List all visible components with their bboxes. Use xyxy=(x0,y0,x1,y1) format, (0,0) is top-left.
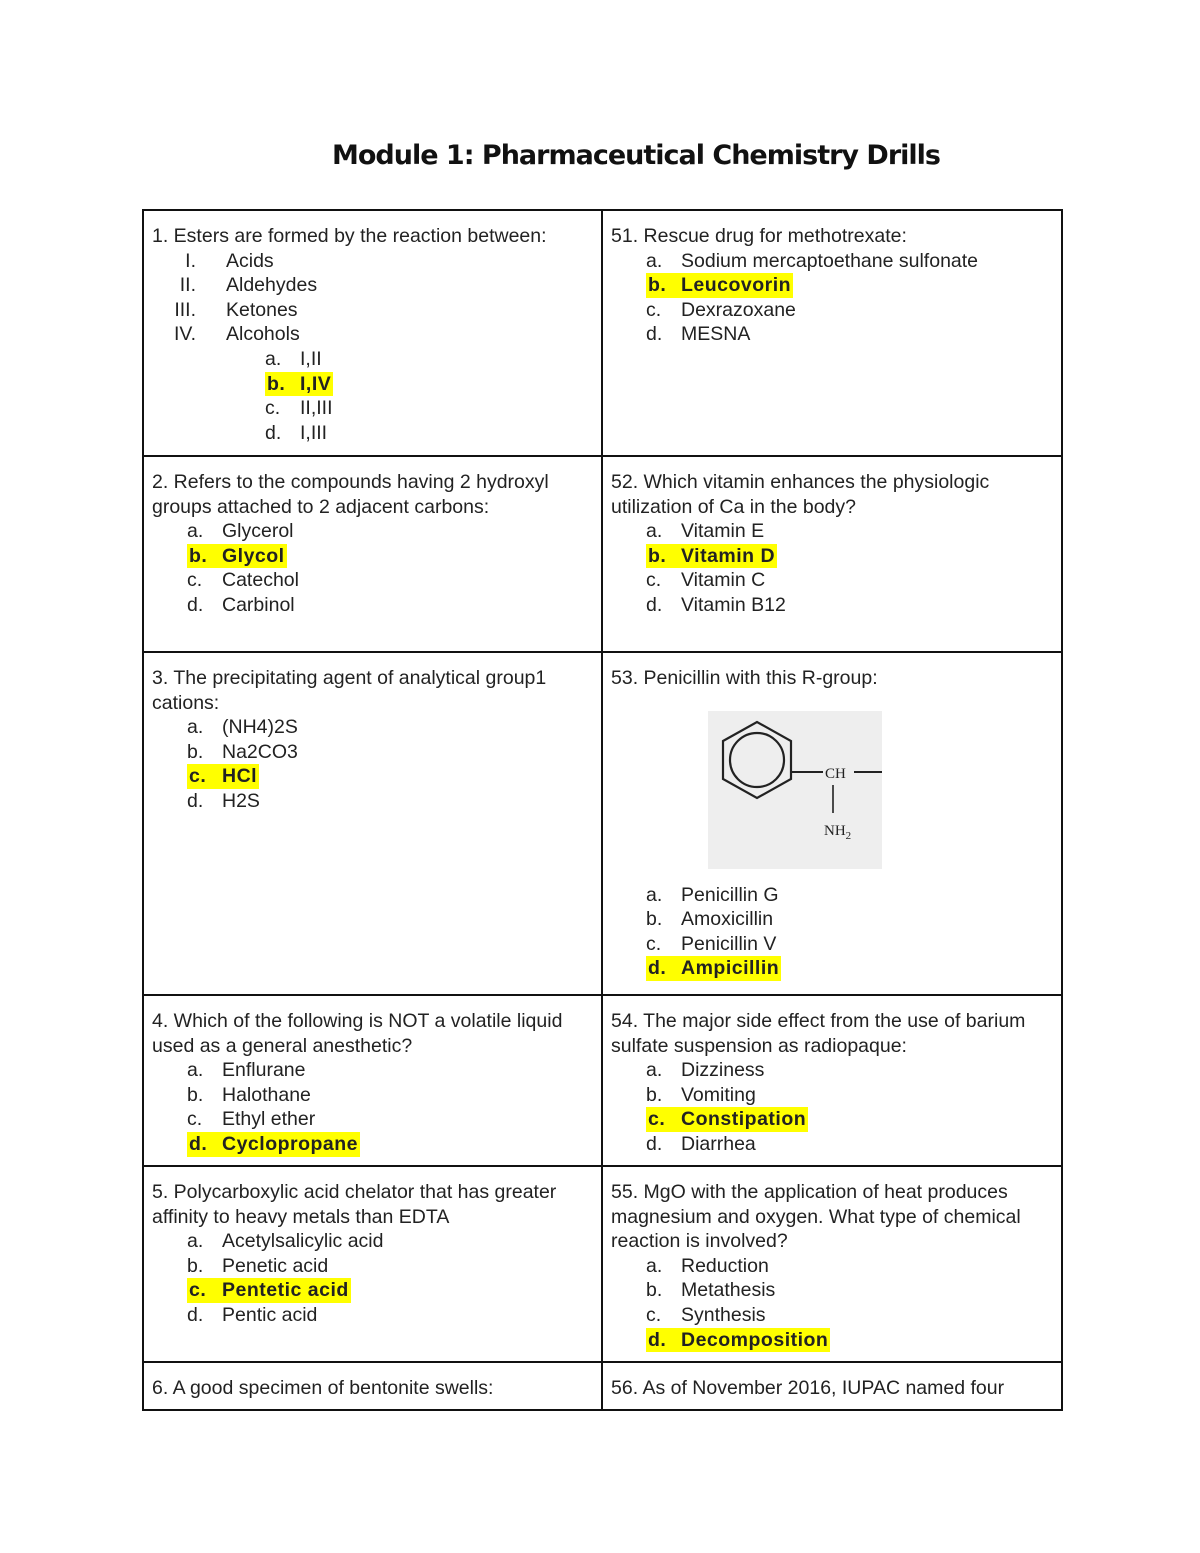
option-text: Cyclopropane xyxy=(222,1132,359,1155)
highlighted-answer xyxy=(187,1278,351,1303)
option-letter: d. xyxy=(648,957,667,980)
option-text: Glycol xyxy=(222,544,285,567)
option-letter: d. xyxy=(646,323,663,346)
option-text: HCl xyxy=(222,765,258,788)
option-letter: b. xyxy=(189,544,208,567)
option xyxy=(152,347,593,372)
option-text: I,III xyxy=(300,421,328,444)
option xyxy=(611,322,1053,347)
option-letter: d. xyxy=(265,421,282,444)
page-title: Module 1: Pharmaceutical Chemistry Drills xyxy=(332,140,940,171)
question-text: 2. Refers to the compounds having 2 hydroxyl groups attached to 2 adjacent carbons: xyxy=(152,471,549,518)
option-text: Metathesis xyxy=(681,1279,776,1302)
nh2-label xyxy=(824,823,851,842)
highlighted-answer xyxy=(265,372,333,397)
option-text: Leucovorin xyxy=(681,274,792,297)
option-text: Na2CO3 xyxy=(222,740,298,763)
option-letter: c. xyxy=(646,298,662,321)
highlighted-answer xyxy=(187,764,259,789)
option-text: I,IV xyxy=(300,372,332,395)
option-text: Catechol xyxy=(222,569,299,592)
subscript-2: 2 xyxy=(845,829,852,842)
option-letter: c. xyxy=(265,397,281,420)
option xyxy=(152,1083,593,1108)
option xyxy=(611,1278,1053,1303)
statement-text: Alcohols xyxy=(226,323,300,346)
roman-statement xyxy=(152,298,593,323)
option-text: Pentetic acid xyxy=(222,1279,349,1302)
option-letter: b. xyxy=(648,544,667,567)
option-letter: b. xyxy=(187,1083,204,1106)
highlighted-answer xyxy=(646,956,781,981)
option-letter: c. xyxy=(189,1279,207,1302)
option-letter: d. xyxy=(187,1303,204,1326)
statement-text: Ketones xyxy=(226,298,298,321)
answer-option xyxy=(611,956,1053,981)
option-letter: a. xyxy=(265,347,282,370)
answer-option xyxy=(152,1278,593,1303)
statement-number: II. xyxy=(179,274,196,297)
question-text: 55. MgO with the application of heat produces magnesium and oxygen. What type of chemical reaction is involved? xyxy=(611,1181,1021,1253)
option xyxy=(152,1254,593,1279)
question-cell xyxy=(143,652,602,995)
option-letter: b. xyxy=(646,1279,663,1302)
option xyxy=(152,1107,593,1132)
option-letter: d. xyxy=(648,1328,667,1351)
option-letter: a. xyxy=(187,1230,204,1253)
option-letter: b. xyxy=(646,1083,663,1106)
option-letter: b. xyxy=(646,908,663,931)
roman-statement xyxy=(152,322,593,347)
answer-option xyxy=(611,273,1053,298)
option xyxy=(611,1132,1053,1157)
option-text: Constipation xyxy=(681,1108,807,1131)
option-text: Diarrhea xyxy=(681,1132,756,1155)
question-text: 54. The major side effect from the use of barium sulfate suspension as radiopaque: xyxy=(611,1010,1026,1057)
option-letter: b. xyxy=(267,372,286,395)
option-text: Dexrazoxane xyxy=(681,298,796,321)
question-cell xyxy=(143,995,602,1166)
option-text: Acetylsalicylic acid xyxy=(222,1230,384,1253)
option xyxy=(152,568,593,593)
option-text: Glycerol xyxy=(222,520,294,543)
highlighted-answer xyxy=(646,1107,808,1132)
question-cell xyxy=(143,456,602,652)
option xyxy=(152,1229,593,1254)
option-text: Enflurane xyxy=(222,1059,306,1082)
option-letter: a. xyxy=(187,716,204,739)
question-cell xyxy=(602,995,1062,1166)
option-text: Sodium mercaptoethane sulfonate xyxy=(681,249,979,272)
answer-option xyxy=(611,1107,1053,1132)
question-row xyxy=(143,1166,1062,1362)
option-letter: a. xyxy=(646,520,663,543)
question-cell xyxy=(602,456,1062,652)
statement-number: I. xyxy=(185,249,196,272)
ch-label: CH xyxy=(825,765,846,782)
question-text: 4. Which of the following is NOT a volatile liquid used as a general anesthetic? xyxy=(152,1010,563,1057)
option-letter: d. xyxy=(646,593,663,616)
question-text: 5. Polycarboxylic acid chelator that has greater affinity to heavy metals than EDTA xyxy=(152,1181,557,1228)
option-text: Ampicillin xyxy=(681,957,780,980)
highlighted-answer xyxy=(187,1132,360,1157)
option-text: Penetic acid xyxy=(222,1254,329,1277)
question-cell xyxy=(143,210,602,456)
answer-option xyxy=(152,764,593,789)
statement-number: III. xyxy=(174,298,196,321)
option-letter: d. xyxy=(187,789,204,812)
option-letter: a. xyxy=(187,1059,204,1082)
option xyxy=(611,883,1053,908)
option xyxy=(611,249,1053,274)
question-text: 53. Penicillin with this R-group: xyxy=(611,667,878,689)
option-text: II,III xyxy=(300,397,333,420)
option-text: Vomiting xyxy=(681,1083,756,1106)
question-row xyxy=(143,456,1062,652)
option-text: Penicillin G xyxy=(681,883,779,906)
option-letter: d. xyxy=(187,593,204,616)
option-text: Decomposition xyxy=(681,1328,829,1351)
option xyxy=(152,789,593,814)
option xyxy=(152,421,593,446)
option-letter: d. xyxy=(189,1132,208,1155)
option xyxy=(611,593,1053,618)
option-text: Carbinol xyxy=(222,593,295,616)
option-text: Dizziness xyxy=(681,1059,765,1082)
nh-text: NH xyxy=(824,822,846,839)
option xyxy=(611,519,1053,544)
benzyl-amine-structure xyxy=(708,711,882,869)
option xyxy=(152,715,593,740)
option-letter: c. xyxy=(646,569,662,592)
option-text: Reduction xyxy=(681,1254,769,1277)
option-letter: c. xyxy=(646,1303,662,1326)
question-table xyxy=(142,209,1063,1411)
option-text: I,II xyxy=(300,347,322,370)
option-letter: b. xyxy=(187,740,204,763)
statement-text: Acids xyxy=(226,249,274,272)
aromatic-circle xyxy=(730,733,784,787)
r-group-structure-image xyxy=(708,711,882,869)
highlighted-answer xyxy=(187,544,287,569)
question-cell xyxy=(602,1166,1062,1362)
option-text: Vitamin E xyxy=(681,520,765,543)
question-row xyxy=(143,210,1062,456)
option xyxy=(152,593,593,618)
option-text: Ethyl ether xyxy=(222,1108,316,1131)
option-letter: a. xyxy=(646,249,663,272)
question-text: 56. As of November 2016, IUPAC named four xyxy=(611,1377,1005,1399)
option xyxy=(611,298,1053,323)
option xyxy=(611,932,1053,957)
option xyxy=(611,1058,1053,1083)
option-text: Vitamin D xyxy=(681,544,776,567)
option-letter: b. xyxy=(648,274,667,297)
highlighted-answer xyxy=(646,544,777,569)
option-text: H2S xyxy=(222,789,260,812)
option-letter: c. xyxy=(187,569,203,592)
option-letter: a. xyxy=(646,883,663,906)
answer-option xyxy=(152,1132,593,1157)
question-text: 51. Rescue drug for methotrexate: xyxy=(611,225,907,247)
highlighted-answer xyxy=(646,1328,830,1353)
answer-option xyxy=(611,1328,1053,1353)
option-text: Pentic acid xyxy=(222,1303,318,1326)
answer-option xyxy=(152,372,593,397)
option-letter: c. xyxy=(648,1108,666,1131)
option-letter: c. xyxy=(189,765,207,788)
question-cell xyxy=(602,210,1062,456)
question-cell xyxy=(602,652,1062,995)
option xyxy=(611,1303,1053,1328)
statement-text: Aldehydes xyxy=(226,274,318,297)
option-letter: a. xyxy=(646,1254,663,1277)
option-text: Vitamin B12 xyxy=(681,593,786,616)
question-text: 6. A good specimen of bentonite swells: xyxy=(152,1377,494,1399)
question-text: 3. The precipitating agent of analytical group1 cations: xyxy=(152,667,547,714)
answer-option xyxy=(152,544,593,569)
option xyxy=(152,1058,593,1083)
option xyxy=(611,1083,1053,1108)
question-cell xyxy=(143,1166,602,1362)
option xyxy=(611,1254,1053,1279)
statement-number: IV. xyxy=(173,323,196,346)
question-text: 52. Which vitamin enhances the physiologic utilization of Ca in the body? xyxy=(611,471,990,518)
question-cell xyxy=(143,1362,602,1410)
option-text: Penicillin V xyxy=(681,932,777,955)
option-letter: c. xyxy=(187,1108,203,1131)
option xyxy=(152,740,593,765)
option-text: Amoxicillin xyxy=(681,908,774,931)
question-row xyxy=(143,1362,1062,1410)
option-letter: a. xyxy=(187,520,204,543)
roman-statement xyxy=(152,249,593,274)
option xyxy=(152,396,593,421)
option-text: Halothane xyxy=(222,1083,311,1106)
option-text: (NH4)2S xyxy=(222,716,298,739)
option-letter: a. xyxy=(646,1059,663,1082)
option-text: Synthesis xyxy=(681,1303,766,1326)
roman-statement xyxy=(152,273,593,298)
option-letter: b. xyxy=(187,1254,204,1277)
question-text: 1. Esters are formed by the reaction between: xyxy=(152,225,547,247)
answer-option xyxy=(611,544,1053,569)
question-row xyxy=(143,995,1062,1166)
question-row xyxy=(143,652,1062,995)
question-cell xyxy=(602,1362,1062,1410)
option xyxy=(611,568,1053,593)
option xyxy=(152,1303,593,1328)
highlighted-answer xyxy=(646,273,793,298)
option xyxy=(152,519,593,544)
option xyxy=(611,907,1053,932)
option-letter: c. xyxy=(646,932,662,955)
option-text: MESNA xyxy=(681,323,751,346)
option-text: Vitamin C xyxy=(681,569,766,592)
option-letter: d. xyxy=(646,1132,663,1155)
